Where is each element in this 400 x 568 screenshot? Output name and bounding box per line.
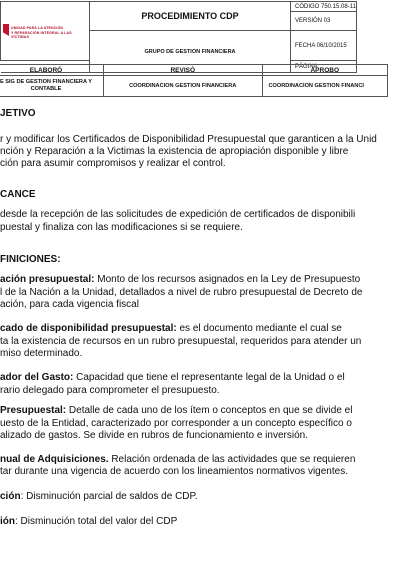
definicion-reduccion: ción: Disminución parcial de saldos de CDP. — [0, 491, 198, 502]
header-table — [0, 1, 357, 73]
objetivo-line-1: r y modificar los Certificados de Disponibilidad Presupuestal que garanticen a la Unid — [0, 134, 377, 145]
alcance-line-2: puestal y finaliza con las modificaciones si se requiere. — [0, 222, 243, 233]
reviso-label: REVISÓ — [103, 65, 262, 76]
definicion-cdp: cado de disponibilidad presupuestal: es el documento mediante el cual se — [0, 323, 342, 334]
definicion-apropiacion-line-3: ación, para cada vigencia fiscal — [0, 299, 139, 310]
logo-cell — [1, 2, 90, 61]
elaboro-value-line2: CONTABLE — [30, 86, 62, 92]
objetivo-line-3: ción para asumir compromisos y realizar el control. — [0, 158, 226, 169]
definicion-ordenador-line-2: rario delegado para comprometer el presupuesto. — [0, 385, 220, 396]
definition-term: ación presupuestal: — [0, 274, 95, 285]
definition-term: Presupuestal: — [0, 405, 67, 416]
reviso-value: COORDINACION GESTION FINANCIERA — [103, 76, 262, 97]
definicion-ordenador: ador del Gasto: Capacidad que tiene el representante legal de la Unidad o el — [0, 372, 345, 383]
document-version: VERSIÓN 03 — [291, 12, 357, 31]
definicion-apropiacion-line-2: l de la Nación a la Unidad, detallados a nivel de rubro presupuestal de Decreto de — [0, 287, 363, 298]
objetivo-heading: JETIVO — [0, 108, 36, 119]
definition-term: cado de disponibilidad presupuestal: — [0, 323, 177, 334]
document-subtitle: GRUPO DE GESTION FINANCIERA — [90, 31, 291, 73]
aprobo-value: COORDINACION GESTION FINANCI — [262, 76, 387, 97]
definicion-rubro: Presupuestal: Detalle de cada uno de los ítem o conceptos en que se divide el — [0, 405, 353, 416]
document-date: FECHA 06/10/2015 — [291, 31, 357, 61]
alcance-line-1: desde la recepción de las solicitudes de expedición de certificados de disponibili — [0, 209, 356, 220]
document-title: PROCEDIMIENTO CDP — [90, 2, 291, 31]
unidad-victimas-logo — [1, 2, 89, 60]
alcance-heading: CANCE — [0, 189, 36, 200]
logo-text-line1: UNIDAD PARA LA ATENCIÓN — [11, 26, 64, 30]
definition-term: ión — [0, 516, 15, 527]
logo-text-line2: Y REPARACIÓN INTEGRAL A LAS VÍCTIMAS — [11, 30, 72, 39]
definition-term: nual de Adquisiciones. — [0, 454, 109, 465]
elaboro-value-line1: E SIG DE GESTION FINANCIERA Y — [0, 79, 92, 85]
objetivo-line-2: nción y Reparación a la Victimas la existencia de apropiación disponible y libre — [0, 146, 349, 157]
document-page: PÁGINA — [291, 61, 357, 73]
definicion-cdp-line-3: miso determinado. — [0, 348, 83, 359]
definicion-anulacion: ión: Disminución total del valor del CDP — [0, 516, 178, 527]
elaboro-label: ELABORÓ — [0, 65, 103, 76]
definicion-plan-anual-line-2: tar durante una vigencia de acuerdo con los lineamientos normativos vigentes. — [0, 466, 348, 477]
definiciones-heading: FINICIONES: — [0, 254, 61, 265]
logo-mark-icon — [3, 24, 9, 36]
elaboro-value — [0, 76, 103, 97]
definition-term: ador del Gasto: — [0, 372, 74, 383]
definicion-cdp-line-2: ta la existencia de recursos en un rubro presupuestal, requeridos para atender un — [0, 336, 362, 347]
signature-table — [0, 64, 388, 97]
definicion-apropiacion: ación presupuestal: Monto de los recursos asignados en la Ley de Presupuesto — [0, 274, 361, 285]
document-code: CÓDIGO 750.15.08-11 — [291, 2, 357, 12]
definicion-plan-anual: nual de Adquisiciones. Relación ordenada de las actividades que se requieren — [0, 454, 356, 465]
definition-term: ción — [0, 491, 21, 502]
definicion-rubro-line-2: uesto de la Entidad, caracterizado por corresponder a un concepto específico o — [0, 418, 352, 429]
definicion-rubro-line-3: alizado de gastos. Se divide en rubros de funcionamiento e inversión. — [0, 430, 308, 441]
aprobo-label: APROBO — [262, 65, 387, 76]
